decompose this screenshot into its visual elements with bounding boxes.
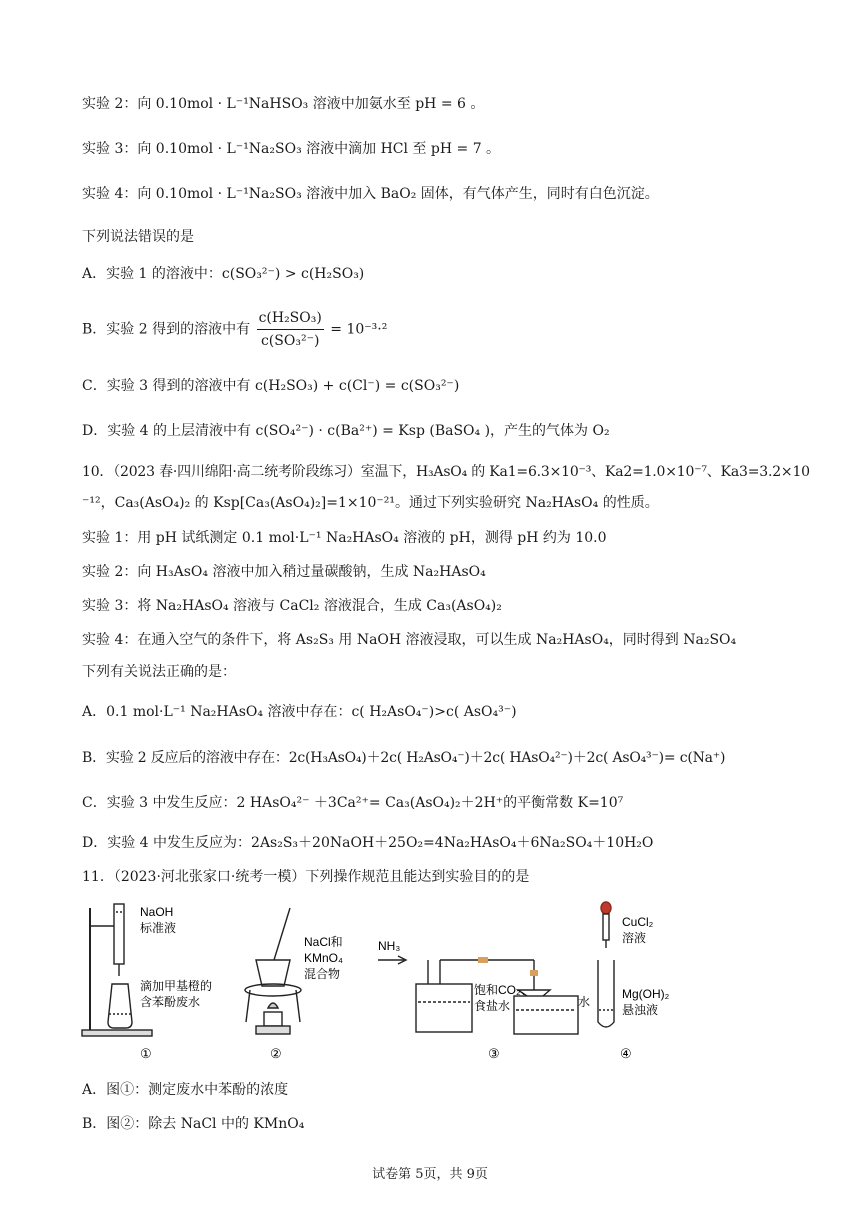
q9-option-a: A．实验 1 的溶液中：c(SO₃²⁻) > c(H₂SO₃) <box>82 266 365 282</box>
q10-experiment-2: 实验 2：向 H₃AsO₄ 溶液中加入稍过量碳酸钠，生成 Na₂HAsO₄ <box>82 564 486 580</box>
fig1-label-4: 含苯酚废水 <box>140 995 201 1009</box>
q9-option-c: C．实验 3 得到的溶液中有 c(H₂SO₃) + c(Cl⁻) = c(SO₃²⁻) <box>82 378 460 394</box>
q9-experiment-3: 实验 3：向 0.10mol · L⁻¹Na₂SO₃ 溶液中滴加 HCl 至 pH = 7 。 <box>82 141 501 157</box>
fig3-label-3: 水 <box>578 995 591 1009</box>
q9-option-b-numerator: c(H₂SO₃) <box>257 308 324 330</box>
fig2-label-2: KMnO₄ <box>304 951 343 965</box>
q11-stem: 11．（2023·河北张家口·统考一模）下列操作规范且能达到实验目的的是 <box>82 869 530 885</box>
fig1-label-2: 标准液 <box>140 921 177 935</box>
q11-option-b: B．图②：除去 NaCl 中的 KMnO₄ <box>82 1116 305 1132</box>
q10-option-b: B．实验 2 反应后的溶液中存在：2c(H₃AsO₄)＋2c( H₂AsO₄⁻)＋2c( HAsO₄²⁻)＋2c( AsO₄³⁻)= c(Na⁺) <box>82 750 726 766</box>
fig2-label-1: NaCl和 <box>304 935 343 949</box>
q9-option-b <box>82 308 387 351</box>
fig1-label-1: NaOH <box>140 905 174 919</box>
fig2-label-3: 混合物 <box>304 967 341 981</box>
fig1-label-3: 滴加甲基橙的 <box>140 979 213 993</box>
fig3-number: ③ <box>488 1046 500 1061</box>
fig4-label-4: 悬浊液 <box>622 1003 659 1017</box>
q10-option-c: C．实验 3 中发生反应：2 HAsO₄²⁻ ＋3Ca²⁺= Ca₃(AsO₄)₂＋2H⁺的平衡常数 K=10⁷ <box>82 795 624 811</box>
q9-experiment-4: 实验 4：向 0.10mol · L⁻¹Na₂SO₃ 溶液中加入 BaO₂ 固体，有气体产生，同时有白色沉淀。 <box>82 186 659 202</box>
fig1-number: ① <box>140 1046 152 1061</box>
q10-option-d: D．实验 4 中发生反应为：2As₂S₃＋20NaOH＋25O₂=4Na₂HAsO₄＋6Na₂SO₄＋10H₂O <box>82 835 654 851</box>
q11-option-a: A．图①：测定废水中苯酚的浓度 <box>82 1082 289 1098</box>
fig2-number: ② <box>270 1046 282 1061</box>
q10-experiment-3: 实验 3：将 Na₂HAsO₄ 溶液与 CaCl₂ 溶液混合，生成 Ca₃(AsO₄)₂ <box>82 598 502 614</box>
q9-option-b-suffix: = 10⁻³·² <box>330 321 388 338</box>
q10-prompt: 下列有关说法正确的是： <box>82 664 236 680</box>
q10-stem-line-2: ⁻¹²，Ca₃(AsO₄)₂ 的 Ksp[Ca₃(AsO₄)₂]=1×10⁻²¹。通过下列实验研究 Na₂HAsO₄ 的性质。 <box>82 495 659 511</box>
q10-stem-line-1: 10．（2023 春·四川绵阳·高二统考阶段练习）室温下，H₃AsO₄ 的 Ka1=6.3×10⁻³、Ka2=1.0×10⁻⁷、Ka3=3.2×10 <box>82 464 810 480</box>
q11-apparatus-figure <box>78 898 698 1068</box>
figure-2-heating <box>245 908 301 1034</box>
fig4-label-2: 溶液 <box>622 931 647 945</box>
page-footer: 试卷第 5页，共 9页 <box>372 1167 488 1182</box>
q10-experiment-1: 实验 1：用 pH 试纸测定 0.1 mol·L⁻¹ Na₂HAsO₄ 溶液的 pH，测得 pH 约为 10.0 <box>82 530 607 546</box>
fig3-gas-label: NH₃ <box>378 939 401 953</box>
fig3-label-1: 饱和CO₂、 <box>474 983 533 997</box>
figure-4-dropper <box>598 902 614 1027</box>
q9-option-b-denominator: c(SO₃²⁻) <box>260 333 320 349</box>
q9-prompt: 下列说法错误的是 <box>82 229 194 245</box>
fig4-number: ④ <box>620 1046 632 1061</box>
fig4-label-1: CuCl₂ <box>622 915 654 929</box>
q9-option-d: D．实验 4 的上层清液中有 c(SO₄²⁻) · c(Ba²⁺) = Ksp (BaSO₄ )，产生的气体为 O₂ <box>82 423 610 439</box>
q10-option-a: A．0.1 mol·L⁻¹ Na₂HAsO₄ 溶液中存在：c( H₂AsO₄⁻)>c( AsO₄³⁻) <box>82 704 517 720</box>
q9-option-b-fraction <box>257 308 324 351</box>
q9-option-b-prefix: B．实验 2 得到的溶液中有 <box>82 321 251 338</box>
q9-experiment-2: 实验 2：向 0.10mol · L⁻¹NaHSO₃ 溶液中加氨水至 pH = 6 。 <box>82 96 485 112</box>
fig3-label-2: 食盐水 <box>474 999 511 1013</box>
fig4-label-3: Mg(OH)₂ <box>622 987 670 1001</box>
q10-experiment-4: 实验 4：在通入空气的条件下，将 As₂S₃ 用 NaOH 溶液浸取，可以生成 Na₂HAsO₄，同时得到 Na₂SO₄ <box>82 632 737 648</box>
